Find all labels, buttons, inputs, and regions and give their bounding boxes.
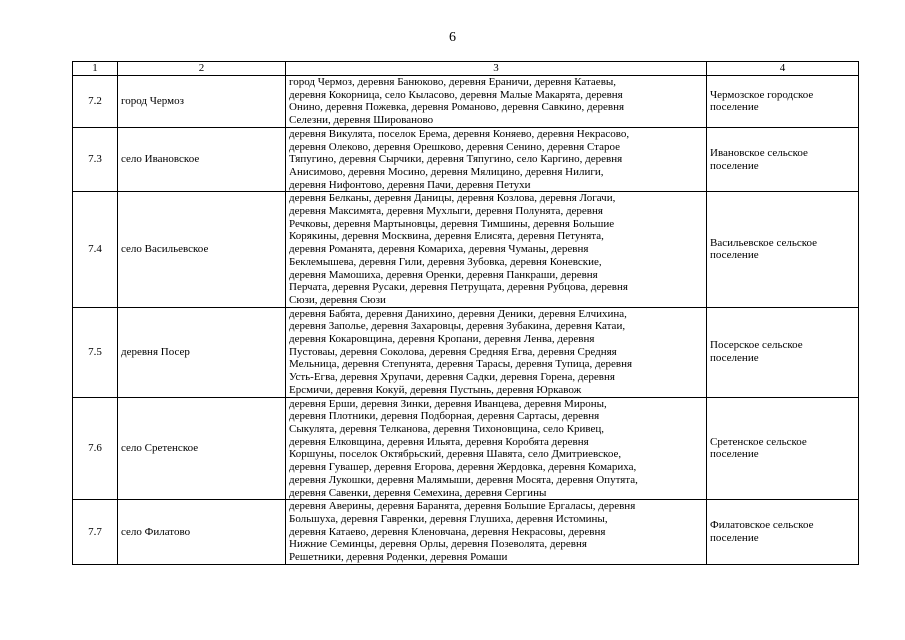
table-row <box>73 192 859 307</box>
settlement-line: поселение <box>710 101 759 114</box>
localities-line: деревня Кокаровщина, деревня Кропани, деревня Ленва, деревня <box>289 333 595 346</box>
localities-line: деревня Аверины, деревня Баранята, деревня Большие Ергаласы, деревня <box>289 500 636 513</box>
localities-line: Беклемышева, деревня Гили, деревня Зубовка, деревня Коневские, <box>289 255 602 268</box>
localities-list <box>286 192 707 307</box>
settlement-line: Ивановское сельское <box>710 146 808 159</box>
localities-list <box>286 76 707 128</box>
localities-line: Нижние Семинцы, деревня Орлы, деревня Позеволята, деревня <box>289 538 587 551</box>
settlement-name <box>707 397 859 500</box>
settlement-line: поселение <box>710 448 759 461</box>
settlement-name <box>707 76 859 128</box>
table-row <box>73 500 859 565</box>
row-number: 7.3 <box>73 127 118 192</box>
table-body <box>73 76 859 565</box>
row-number: 7.5 <box>73 307 118 397</box>
localities-line: Пустоваы, деревня Соколова, деревня Средняя Егва, деревня Средняя <box>289 345 617 358</box>
settlement-line: Сретенское сельское <box>710 435 807 448</box>
localities-line: Селезни, деревня Шированово <box>289 114 434 127</box>
localities-line: Речковы, деревня Мартыновцы, деревня Тимшины, деревня Большие <box>289 217 615 230</box>
center-name: село Васильевское <box>118 192 286 307</box>
localities-line: деревня Плотники, деревня Подборная, деревня Сартасы, деревня <box>289 410 600 423</box>
table-header-row <box>73 62 859 76</box>
localities-line: деревня Романята, деревня Комариха, деревня Чуманы, деревня <box>289 243 589 256</box>
table-row <box>73 307 859 397</box>
center-name: село Филатово <box>118 500 286 565</box>
settlement-line: поселение <box>710 352 759 365</box>
center-name: село Сретенское <box>118 397 286 500</box>
localities-line: деревня Лукошки, деревня Малямыши, деревня Мосята, деревня Опутята, <box>289 473 638 486</box>
settlement-line: Филатовское сельское <box>710 519 814 532</box>
localities-line: деревня Катаево, деревня Кленовчана, деревня Некрасовы, деревня <box>289 525 606 538</box>
localities-list <box>286 397 707 500</box>
settlement-line: поселение <box>710 249 759 262</box>
center-name: село Ивановское <box>118 127 286 192</box>
localities-list <box>286 500 707 565</box>
settlement-line: Васильевское сельское <box>710 236 818 249</box>
localities-line: Анисимово, деревня Мосино, деревня Мялицино, деревня Нилиги, <box>289 165 604 178</box>
settlement-name <box>707 192 859 307</box>
column-header-2: 2 <box>118 62 286 76</box>
localities-line: Усть-Егва, деревня Хрупачи, деревня Садки, деревня Горена, деревня <box>289 371 615 384</box>
localities-line: деревня Максимята, деревня Мухлыги, деревня Полунята, деревня <box>289 205 603 218</box>
localities-line: Сыкулята, деревня Телканова, деревня Тихоновщина, село Кривец, <box>289 422 604 435</box>
localities-list <box>286 127 707 192</box>
localities-line: Корякины, деревня Москвина, деревня Елисята, деревня Петунята, <box>289 230 604 243</box>
localities-line: Тяпугино, деревня Сырчики, деревня Тяпугино, село Каргино, деревня <box>289 153 623 166</box>
localities-line: деревня Олеково, деревня Орешково, деревня Сенино, деревня Старое <box>289 140 620 153</box>
settlement-name <box>707 307 859 397</box>
center-name: деревня Посер <box>118 307 286 397</box>
localities-line: Решетники, деревня Роденки, деревня Ромаши <box>289 551 508 564</box>
localities-line: деревня Нифонтово, деревня Пачи, деревня Петухи <box>289 178 531 191</box>
localities-line: деревня Белканы, деревня Даницы, деревня Козлова, деревня Логачи, <box>289 192 616 205</box>
localities-line: Ерсмичи, деревня Кокуй, деревня Пустынь, деревня Юркавож <box>289 383 582 396</box>
settlement-line: поселение <box>710 531 759 544</box>
localities-line: Мельница, деревня Степунята, деревня Тарасы, деревня Тупица, деревня <box>289 358 633 371</box>
localities-line: деревня Ерши, деревня Зинки, деревня Иванцева, деревня Мироны, <box>289 397 607 410</box>
table-row <box>73 127 859 192</box>
column-header-4: 4 <box>707 62 859 76</box>
settlement-name <box>707 127 859 192</box>
settlements-table <box>72 61 859 565</box>
localities-line: деревня Заполье, деревня Захаровцы, деревня Зубакина, деревня Катаи, <box>289 320 626 333</box>
column-header-1: 1 <box>73 62 118 76</box>
localities-line: Коршуны, поселок Октябрьский, деревня Шавята, село Дмитриевское, <box>289 448 622 461</box>
settlement-name <box>707 500 859 565</box>
localities-line: деревня Савенки, деревня Семехина, деревня Сергины <box>289 486 547 499</box>
localities-line: Перчата, деревня Русаки, деревня Петрущата, деревня Рубцова, деревня <box>289 281 628 294</box>
localities-line: деревня Гувашер, деревня Егорова, деревня Жердовка, деревня Комариха, <box>289 461 637 474</box>
localities-line: Онино, деревня Пожевка, деревня Романово, деревня Савкино, деревня <box>289 101 625 114</box>
table-row <box>73 76 859 128</box>
page-number: 6 <box>449 30 456 45</box>
localities-line: Большуха, деревня Гавренки, деревня Глушиха, деревня Истомины, <box>289 512 608 525</box>
localities-line: деревня Бабята, деревня Данихино, деревня Деники, деревня Елчихина, <box>289 307 627 320</box>
center-name: город Чермоз <box>118 76 286 128</box>
localities-line: деревня Викулята, поселок Ерема, деревня Коняево, деревня Некрасово, <box>289 127 630 140</box>
row-number: 7.7 <box>73 500 118 565</box>
settlement-line: Чермозское городское <box>710 88 814 101</box>
settlement-line: поселение <box>710 159 759 172</box>
localities-line: город Чермоз, деревня Банюково, деревня Ераничи, деревня Катаевы, <box>289 76 617 88</box>
localities-line: Сюзи, деревня Сюзи <box>289 293 386 306</box>
row-number: 7.6 <box>73 397 118 500</box>
localities-line: деревня Елковщина, деревня Ильята, деревня Коробята деревня <box>289 435 589 448</box>
settlement-line: Посерское сельское <box>710 339 803 352</box>
localities-line: деревня Кокорница, село Кыласово, деревня Малые Макарята, деревня <box>289 88 623 101</box>
row-number: 7.2 <box>73 76 118 128</box>
row-number: 7.4 <box>73 192 118 307</box>
localities-list <box>286 307 707 397</box>
localities-line: деревня Мамошиха, деревня Оренки, деревня Панкраши, деревня <box>289 268 598 281</box>
column-header-3: 3 <box>286 62 707 76</box>
table-row <box>73 397 859 500</box>
